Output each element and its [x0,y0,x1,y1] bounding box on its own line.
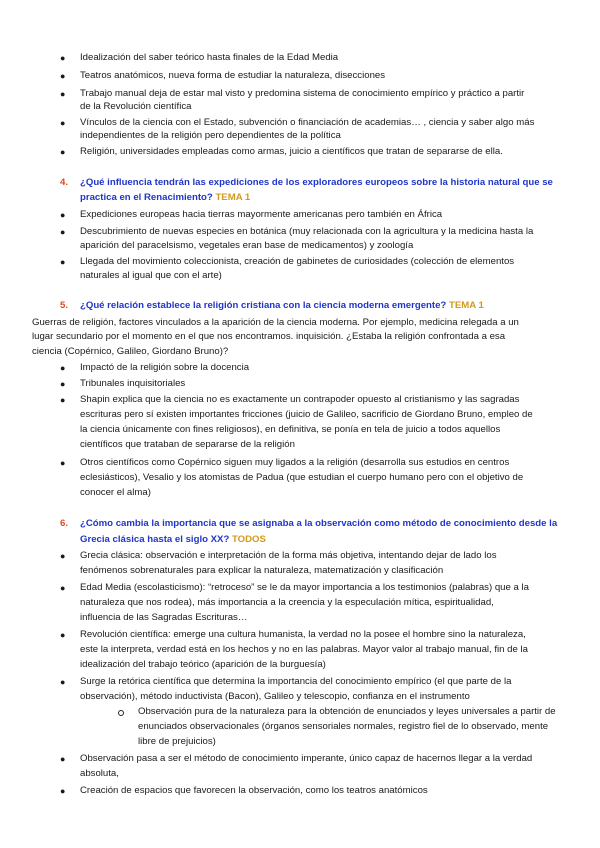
list-item: Creación de espacios que favorecen la observación, como los teatros anatómicos [80,785,428,796]
bullet-icon: ● [60,147,66,157]
list-item-continuation: eclesiásticos), Vesalio y los atomistas de Padua (que estudian el cuerpo humano pero con el objetivo de [80,472,524,483]
list-item-continuation: fenómenos sobrenaturales para explicar la naturaleza, matematización y clasificación [80,565,444,576]
bullet-icon: ● [60,210,66,220]
list-item-continuation: influencia de las Sagradas Escrituras… [80,612,248,623]
list-item: Descubrimiento de nuevas especies en botánica (muy relacionada con la agricultura y la medicina hasta la [80,226,534,237]
bullet-icon: ● [60,89,66,99]
question-number: 5. [60,300,69,311]
list-item: Expediciones europeas hacia tierras mayormente americanas pero también en África [80,209,443,220]
question-heading [80,300,484,312]
list-item: Llegada del movimiento coleccionista, creación de gabinetes de curiosidades (colección de elementos [80,256,515,267]
list-item: Teatros anatómicos, nueva forma de estudiar la naturaleza, disecciones [80,70,386,81]
tema-tag: TEMA 1 [215,192,251,203]
list-item-continuation: naturaleza que nos rodea), más importancia a la creencia y la especulación mítica, espiritualidad, [80,597,494,608]
list-item-continuation: de la Revolución científica [80,101,192,112]
list-item-continuation: absoluta, [80,768,119,779]
bullet-icon: ● [60,786,66,796]
list-item-continuation: independientes de la religión pero dependientes de la política [80,130,341,141]
question-heading-text: Grecia clásica hasta el siglo XX? [80,534,230,545]
list-item: Observación pasa a ser el método de conocimiento imperante, único capaz de hacernos llegar a la verdad [80,753,533,764]
bullet-icon: ● [60,257,66,267]
list-item: Tribunales inquisitoriales [80,378,186,389]
tema-tag: TEMA 1 [448,300,484,311]
paragraph-line: lugar secundario por el momento en el que nos encontramos. inquisición. ¿Estaba la religión confrontada a esa [32,331,506,342]
list-item-continuation: científicos que trataban de separarse de la religión [80,439,295,450]
question-heading: ¿Cómo cambia la importancia que se asignaba a la observación como método de conocimiento desde la [80,518,558,529]
list-item: Vínculos de la ciencia con el Estado, subvención o financiación de academias… , ciencia y saber algo más [80,117,535,128]
list-item: Religión, universidades empleadas como armas, juicio a científicos que tratan de separarse de ella. [80,146,503,157]
bullet-icon: ● [60,395,66,405]
list-item: Surge la retórica científica que determina la importancia del conocimiento empírico (el que parte de la [80,676,512,687]
list-item: Otros científicos como Copérnico siguen muy ligados a la religión (desarrolla sus estudios en centros [80,457,510,468]
list-item: Trabajo manual deja de estar mal visto y predomina sistema de conocimiento empírico y práctico a partir [80,88,525,99]
bullet-icon: ● [60,227,66,237]
sub-list-item: Observación pura de la naturaleza para la obtención de enunciados y leyes universales a partir de [138,706,556,717]
list-item: Impactó de la religión sobre la docencia [80,362,250,373]
list-item: Edad Media (escolasticismo): “retroceso” se le da mayor importancia a los testimonios (palabras) que a la [80,582,529,593]
list-item-continuation: este la interpreta, verdad está en los hechos y no en las palabras. Mayor valor al trabajo manual, fin de la [80,644,528,655]
list-item-continuation: observación), método inductivista (Bacon), Galileo y telescopio, confianza en el instrumento [80,691,470,702]
bullet-icon: ● [60,53,66,63]
list-item-continuation: idealización del trabajo teórico (aparición de la burguesía) [80,659,326,670]
bullet-icon: ● [60,379,66,389]
question-heading-continuation [80,192,250,204]
bullet-icon: ● [60,118,66,128]
list-item-continuation: aparición del paracelsismo, vegetales eran base de medicamentos) y zoología [80,240,414,251]
question-number: 4. [60,177,69,188]
question-heading: ¿Qué influencia tendrán las expediciones de los exploradores europeos sobre la historia natural que se [80,177,553,188]
bullet-icon: ● [60,583,66,593]
list-item-continuation: escrituras pero sí existen importantes fricciones (juicio de Galileo, sacrificio de Giordano Bruno, empleo de [80,409,533,420]
sub-list-item-continuation: libre de prejuicios) [138,736,216,747]
bullet-icon: ● [60,551,66,561]
question-number: 6. [60,518,69,529]
list-item: Grecia clásica: observación e interpretación de la forma más objetiva, intentando dejar de lado los [80,550,497,561]
list-item-continuation: naturales al igual que con el arte) [80,270,222,281]
bullet-icon: ● [60,71,66,81]
list-item: Revolución científica: emerge una cultura humanista, la verdad no la posee el hombre sino la naturaleza, [80,629,526,640]
paragraph-line: Guerras de religión, factores vinculados a la aparición de la ciencia moderna. Por ejemplo, medicina relegada a un [32,317,519,328]
question-heading-text: practica en el Renacimiento? [80,192,213,203]
tema-tag: TODOS [231,534,266,545]
list-item-continuation: conocer el alma) [80,487,151,498]
question-heading-continuation [80,534,266,546]
sub-bullet-icon [118,710,124,716]
bullet-icon: ● [60,458,66,468]
bullet-icon: ● [60,677,66,687]
list-item: Shapin explica que la ciencia no es exactamente un contrapoder opuesto al cristianismo y las sagradas [80,394,520,405]
bullet-icon: ● [60,630,66,640]
list-item: Idealización del saber teórico hasta finales de la Edad Media [80,52,339,63]
paragraph-line: ciencia (Copérnico, Galileo, Giordano Bruno)? [32,346,229,357]
sub-list-item-continuation: enunciados observacionales (órganos sensoriales normales, registro fiel de lo observado, mente [138,721,549,732]
list-item-continuation: la ciencia únicamente con fines religiosos), en definitiva, se ponía en tela de juicio a todos aquellos [80,424,501,435]
bullet-icon: ● [60,363,66,373]
question-heading-text: ¿Qué relación establece la religión cristiana con la ciencia moderna emergente? [80,300,447,311]
bullet-icon: ● [60,754,66,764]
